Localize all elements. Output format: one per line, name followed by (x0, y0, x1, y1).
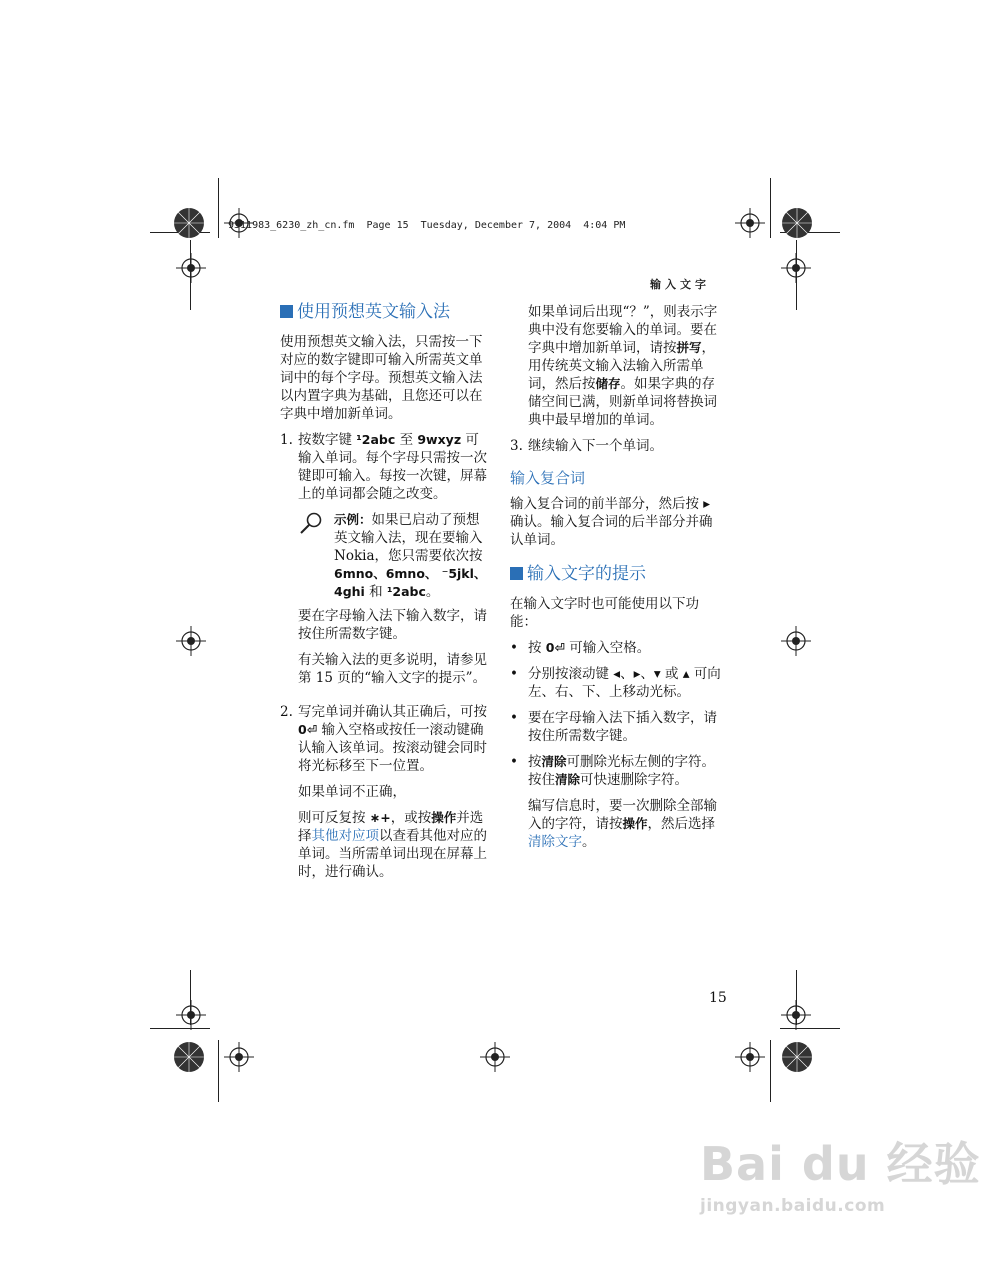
example-label: 示例： (334, 512, 372, 527)
options-softkey-label: 操作 (431, 810, 457, 825)
menu-item-other-matches: 其他对应项 (311, 828, 379, 844)
magnifier-icon (298, 511, 324, 535)
registration-wheel-icon (172, 1040, 206, 1074)
square-bullet-icon (280, 305, 293, 318)
list-item: • 按 0⏎ 可输入空格。 (510, 640, 651, 656)
registration-wheel-icon (780, 1040, 814, 1074)
scroll-right-icon: ▸ (703, 496, 711, 512)
watermark-url: jingyan.baidu.com (700, 1196, 886, 1216)
scroll-left-icon: ◂ (613, 666, 621, 682)
registration-crosshair-icon (176, 253, 206, 283)
key-9-icon: 9wxyz (417, 432, 462, 447)
example-note: 示例：如果已启动了预想英文输入法，现在要输入 Nokia，您只需要依次按 6mno、6mno、 ⁻5jkl、4ghi 和 ¹2abc。 (298, 511, 490, 601)
section-title: 使用预想英文输入法 (280, 303, 490, 321)
square-bullet-icon (510, 567, 523, 580)
list-item: 1. 按数字键 ¹2abc 至 9wxyz 可输入单词。每个字母只需按一次键即可输入。每按一次键，屏幕上的单词都会随之改变。 示例：如果已启动了预想英文输入法，现在要输入 Nokia，您只需要依次按 6mno、6mno、 ⁻5jkl、4ghi 和 ¹2abc。 要在字母输入法下输入数字，请按住所需数字键。 有关输入法的更多说明，请参见第 15 页的“输入文字的提示”。 (280, 431, 490, 695)
left-column (280, 303, 490, 897)
key-6-icon: 6mno、6mno、 (334, 566, 438, 581)
scroll-up-icon: ▴ (682, 666, 690, 682)
page-number: 15 (709, 990, 727, 1006)
key-2-icon: ¹2abc (386, 584, 426, 599)
list-item: • 按清除可删除光标左侧的字符。按住清除可快速删除字符。 编写信息时，要一次删除全部输入的字符，请按操作，然后选择清除文字。 (510, 754, 717, 850)
clear-softkey-label: 清除 (555, 772, 581, 787)
scroll-right-icon: ▸ (633, 666, 641, 682)
right-column: 如果单词后出现“？”，则表示字典中没有您要输入的单词。要在字典中增加新单词，请按拼写，用传统英文输入法输入所需单词，然后按储存。如果字典的存储空间已满，则新单词将替换词典中最早增加的单词。 3. 继续输入下一个单词。 输入复合词 输入复合词的前半部分，然后按 ▸ 确认。输入复合词的后半部分并确认单词。 输入文字的提示 在输入文字时也可能使用以下功能： • 按 0⏎ 可输入空格。 • 分别按滚动键 ◂、▸、▾ 或 ▴ 可向左、右、下、上移动光标。 • 要在字母输入法下插入数字，请按住所需数字键。 • 按清除可删除光标左侧的字符。按住清除可快速删除字符。 编写信息时，要一次删除全部输入的字符，请按操作，然后选择清除文字。 (510, 303, 722, 867)
crop-mark (770, 1040, 771, 1102)
save-softkey-label: 储存 (595, 376, 621, 391)
crop-mark (770, 178, 771, 238)
list-item: • 要在字母输入法下插入数字，请按住所需数字键。 (510, 710, 717, 744)
registration-wheel-icon (172, 206, 206, 240)
registration-wheel-icon (780, 206, 814, 240)
registration-crosshair-icon (735, 208, 765, 238)
spell-softkey-label: 拼写 (676, 340, 702, 355)
clear-softkey-label: 清除 (541, 754, 567, 769)
key-0-space-icon: 0⏎ (545, 640, 565, 655)
list-item: 3. 继续输入下一个单词。 (510, 438, 663, 454)
registration-crosshair-icon (176, 626, 206, 656)
crop-mark (218, 178, 219, 238)
key-0-space-icon: 0⏎ (298, 722, 318, 737)
more-info-paragraph: 有关输入法的更多说明，请参见第 15 页的“输入文字的提示”。 (298, 652, 487, 686)
list-item: 2. 写完单词并确认其正确后，可按 0⏎ 输入空格或按任一滚动键确认输入该单词。按滚动键会同时将光标移至下一位置。 如果单词不正确， 则可反复按 ∗+，或按操作并选择其他对应项以查看其他对应的单词。当所需单词出现在屏幕上时，进行确认。 (280, 704, 487, 880)
registration-crosshair-icon (176, 1000, 206, 1030)
numbers-paragraph: 要在字母输入法下输入数字，请按住所需数字键。 (298, 608, 487, 642)
running-title: 输入文字 (650, 278, 710, 291)
registration-crosshair-icon (781, 253, 811, 283)
scroll-down-icon: ▾ (653, 666, 661, 682)
options-softkey-label: 操作 (622, 816, 648, 831)
registration-crosshair-icon (781, 1000, 811, 1030)
registration-crosshair-icon (480, 1042, 510, 1072)
registration-crosshair-icon (224, 1042, 254, 1072)
intro-paragraph: 使用预想英文输入法，只需按一下对应的数字键即可输入所需英文单词中的每个字母。预想英文输入法以内置字典为基础，且您还可以在字典中增加新单词。 (280, 334, 483, 422)
key-5-4-icon: ⁻5jkl、4ghi (334, 566, 487, 599)
tips-section-title: 输入文字的提示 (510, 565, 722, 583)
registration-crosshair-icon (781, 626, 811, 656)
watermark-brand: Bai du 经验 (700, 1137, 981, 1191)
key-2-icon: ¹2abc (356, 432, 396, 447)
registration-crosshair-icon (735, 1042, 765, 1072)
compound-word-title: 输入复合词 (510, 469, 586, 487)
crop-mark (218, 1040, 219, 1102)
menu-item-clear-text: 清除文字 (528, 834, 582, 850)
list-item: • 分别按滚动键 ◂、▸、▾ 或 ▴ 可向左、右、下、上移动光标。 (510, 666, 721, 700)
baidu-watermark (700, 1128, 981, 1216)
key-star-icon: ∗+ (369, 810, 391, 825)
file-header-line: 9311983_6230_zh_cn.fm Page 15 Tuesday, December 7, 2004 4:04 PM (228, 220, 626, 231)
